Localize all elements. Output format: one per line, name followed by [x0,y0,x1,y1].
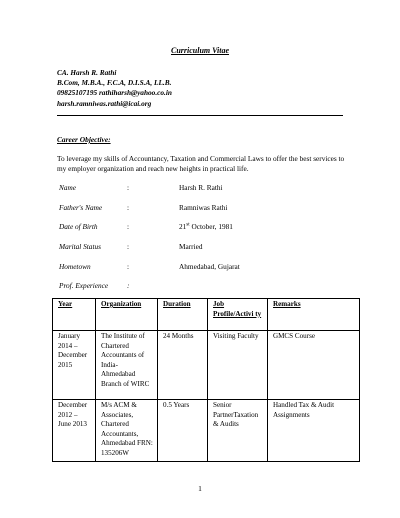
dob-suffix: st [186,222,190,228]
dob-rest: October, 1981 [189,222,233,231]
cell-year: December 2012 – June 2013 [53,400,96,462]
cell-job-profile: Senior PartnerTaxation & Audits [208,400,268,462]
document-title: Curriculum Vitae [170,46,230,55]
detail-label: Date of Birth [59,222,98,231]
candidate-name: CA. Harsh R. Rathi [57,68,117,77]
objective-heading: Career Objective: [57,135,111,144]
detail-value: Ahmedabad, Gujarat [179,262,240,271]
detail-colon: : [127,262,130,271]
detail-colon: : [127,183,130,192]
page-number: 1 [198,484,202,493]
header-remarks: Remarks [268,299,360,331]
header-job-profile: Job Profile/Activi ty [208,299,268,331]
detail-colon: : [127,203,130,212]
detail-label: Father's Name [59,203,103,212]
experience-colon: : [127,281,130,290]
detail-label: Marital Status [59,242,101,251]
table-row [53,400,360,462]
cell-duration: 24 Months [158,331,208,400]
detail-value [179,222,233,231]
objective-text: To leverage my skills of Accountancy, Taxation and Commercial Laws to offer the best services to my employer organization and reach new heights in practical life. [57,154,345,174]
phone-email: 09825107195 rathiharsh@yahoo.co.in [57,88,172,98]
dob-day: 21 [179,222,187,231]
detail-colon: : [127,222,130,231]
contact-block [57,68,172,109]
cell-remarks: GMCS Course [268,331,360,400]
cell-organization: M/s ACM & Associates, Chartered Accountants, Ahmedabad FRN: 135206W [96,400,158,462]
detail-value: Ramniwas Rathi [179,203,228,212]
cell-remarks: Handled Tax & Audit Assignments [268,400,360,462]
detail-colon: : [127,242,130,251]
header-duration: Duration [158,299,208,331]
email-secondary: harsh.ramniwas.rathi@icai.org [57,98,152,108]
cell-duration: 0.5 Years [158,400,208,462]
experience-table [52,298,360,462]
header-organization: Organization [96,299,158,331]
experience-heading-text: Prof. Experience [59,281,109,290]
experience-heading [59,281,130,290]
header-year: Year [53,299,96,331]
cell-year: January 2014 – December 2015 [53,331,96,400]
table-row [53,331,360,400]
table-header-row [53,299,360,331]
detail-value: Harsh R. Rathi [179,183,223,192]
horizontal-rule [57,115,343,116]
detail-label: Hometown [59,262,91,271]
cell-organization: The Institute of Chartered Accountants of India- Ahmedabad Branch of WIRC [96,331,158,400]
candidate-degrees: B.Com, M.B.A., F.C.A, D.I.S.A, LL.B. [57,78,172,88]
cell-job-profile: Visiting Faculty [208,331,268,400]
detail-value: Married [179,242,203,251]
detail-label: Name [59,183,77,192]
